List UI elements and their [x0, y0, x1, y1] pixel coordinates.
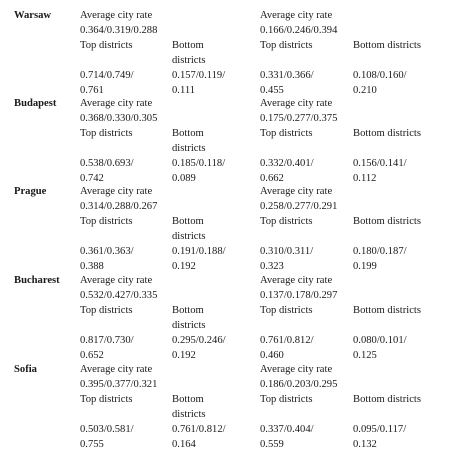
average-value: 0.166/0.246/0.394 — [260, 25, 338, 36]
average-label: Average city rate — [80, 186, 153, 197]
average-label: Average city rate — [80, 275, 153, 286]
value-line: 0.538/0.693/ — [80, 158, 134, 169]
bottom-districts-header: Bottom districts — [172, 40, 206, 66]
value-line: 0.455 — [260, 85, 284, 96]
bottom-districts-values — [172, 333, 226, 363]
top-districts-values — [260, 156, 314, 186]
average-value: 0.186/0.203/0.295 — [260, 379, 338, 390]
value-line: 0.191/0.188/ — [172, 246, 226, 257]
value-line: 0.132 — [353, 439, 377, 450]
average-value: 0.258/0.277/0.291 — [260, 201, 338, 212]
value-line: 0.755 — [80, 439, 104, 450]
average-city-rate-right — [260, 8, 337, 38]
bottom-districts-values — [353, 244, 407, 274]
bottom-districts-values — [353, 333, 407, 363]
value-line: 0.192 — [172, 350, 196, 361]
top-districts-values — [80, 333, 134, 363]
average-value: 0.532/0.427/0.335 — [80, 290, 158, 301]
average-city-rate-left — [80, 96, 157, 126]
top-districts-values — [80, 422, 134, 452]
bottom-districts-header: Bottom districts — [172, 305, 206, 331]
average-city-rate-left — [80, 362, 157, 392]
average-city-rate-right — [260, 273, 337, 303]
top-districts-values — [80, 156, 134, 186]
value-line: 0.652 — [80, 350, 104, 361]
value-line: 0.714/0.749/ — [80, 70, 134, 81]
top-districts-values — [260, 422, 314, 452]
bottom-districts-values — [353, 422, 406, 452]
value-line: 0.199 — [353, 261, 377, 272]
value-line: 0.817/0.730/ — [80, 335, 134, 346]
average-value: 0.364/0.319/0.288 — [80, 25, 158, 36]
average-label: Average city rate — [80, 10, 153, 21]
value-line: 0.331/0.366/ — [260, 70, 314, 81]
top-districts-header: Top districts — [80, 394, 133, 405]
value-line: 0.180/0.187/ — [353, 246, 407, 257]
average-value: 0.368/0.330/0.305 — [80, 113, 158, 124]
average-label: Average city rate — [260, 364, 333, 375]
city-name: Prague — [14, 186, 47, 197]
city-name: Budapest — [14, 98, 57, 109]
value-line: 0.742 — [80, 173, 104, 184]
value-line: 0.332/0.401/ — [260, 158, 314, 169]
value-line: 0.112 — [353, 173, 377, 184]
bottom-districts-values — [353, 156, 407, 186]
bottom-districts-values — [353, 68, 407, 98]
top-districts-header: Top districts — [260, 40, 313, 51]
bottom-districts-header: Bottom districts — [353, 394, 421, 405]
city-block-sofia — [0, 362, 450, 454]
bottom-districts-header: Bottom districts — [353, 40, 421, 51]
top-districts-header: Top districts — [260, 305, 313, 316]
bottom-districts-values — [172, 422, 226, 452]
bottom-districts-values — [172, 244, 226, 274]
value-line: 0.164 — [172, 439, 196, 450]
average-city-rate-left — [80, 184, 157, 214]
value-line: 0.662 — [260, 173, 284, 184]
value-line: 0.295/0.246/ — [172, 335, 226, 346]
value-line: 0.337/0.404/ — [260, 424, 314, 435]
average-value: 0.175/0.277/0.375 — [260, 113, 338, 124]
average-city-rate-left — [80, 273, 157, 303]
top-districts-header: Top districts — [260, 394, 313, 405]
value-line: 0.157/0.119/ — [172, 70, 226, 81]
top-districts-header: Top districts — [260, 216, 313, 227]
top-districts-values — [80, 68, 134, 98]
city-block-prague — [0, 184, 450, 276]
value-line: 0.111 — [172, 85, 196, 96]
city-block-budapest — [0, 96, 450, 188]
top-districts-header: Top districts — [260, 128, 313, 139]
city-name: Warsaw — [14, 10, 52, 21]
value-line: 0.559 — [260, 439, 284, 450]
value-line: 0.185/0.118/ — [172, 158, 226, 169]
city-name: Bucharest — [14, 275, 60, 286]
average-label: Average city rate — [260, 275, 333, 286]
city-name: Sofia — [14, 364, 37, 375]
bottom-districts-values — [172, 68, 225, 98]
value-line: 0.210 — [353, 85, 377, 96]
average-city-rate-right — [260, 184, 337, 214]
value-line: 0.761/0.812/ — [260, 335, 314, 346]
value-line: 0.460 — [260, 350, 284, 361]
value-line: 0.761 — [80, 85, 104, 96]
average-value: 0.314/0.288/0.267 — [80, 201, 158, 212]
top-districts-values — [80, 244, 134, 274]
average-label: Average city rate — [80, 364, 153, 375]
value-line: 0.192 — [172, 261, 196, 272]
city-block-bucharest — [0, 273, 450, 365]
value-line: 0.761/0.812/ — [172, 424, 226, 435]
average-city-rate-right — [260, 362, 337, 392]
average-label: Average city rate — [260, 10, 333, 21]
bottom-districts-header: Bottom districts — [353, 305, 421, 316]
city-block-warsaw — [0, 8, 450, 100]
value-line: 0.156/0.141/ — [353, 158, 407, 169]
average-label: Average city rate — [260, 186, 333, 197]
top-districts-values — [260, 244, 313, 274]
average-city-rate-right — [260, 96, 337, 126]
bottom-districts-header: Bottom districts — [353, 216, 421, 227]
bottom-districts-header: Bottom districts — [172, 128, 206, 154]
top-districts-header: Top districts — [80, 216, 133, 227]
value-line: 0.503/0.581/ — [80, 424, 134, 435]
value-line: 0.310/0.311/ — [260, 246, 314, 257]
bottom-districts-header: Bottom districts — [353, 128, 421, 139]
bottom-districts-header: Bottom districts — [172, 216, 206, 242]
top-districts-values — [260, 333, 314, 363]
average-value: 0.137/0.178/0.297 — [260, 290, 338, 301]
value-line: 0.080/0.101/ — [353, 335, 407, 346]
value-line: 0.323 — [260, 261, 284, 272]
value-line: 0.095/0.117/ — [353, 424, 407, 435]
value-line: 0.089 — [172, 173, 196, 184]
top-districts-header: Top districts — [80, 40, 133, 51]
bottom-districts-values — [172, 156, 225, 186]
average-label: Average city rate — [260, 98, 333, 109]
bottom-districts-header: Bottom districts — [172, 394, 206, 420]
average-label: Average city rate — [80, 98, 153, 109]
average-city-rate-left — [80, 8, 157, 38]
value-line: 0.388 — [80, 261, 104, 272]
value-line: 0.125 — [353, 350, 377, 361]
value-line: 0.108/0.160/ — [353, 70, 407, 81]
value-line: 0.361/0.363/ — [80, 246, 134, 257]
top-districts-header: Top districts — [80, 128, 133, 139]
top-districts-values — [260, 68, 314, 98]
average-value: 0.395/0.377/0.321 — [80, 379, 158, 390]
top-districts-header: Top districts — [80, 305, 133, 316]
